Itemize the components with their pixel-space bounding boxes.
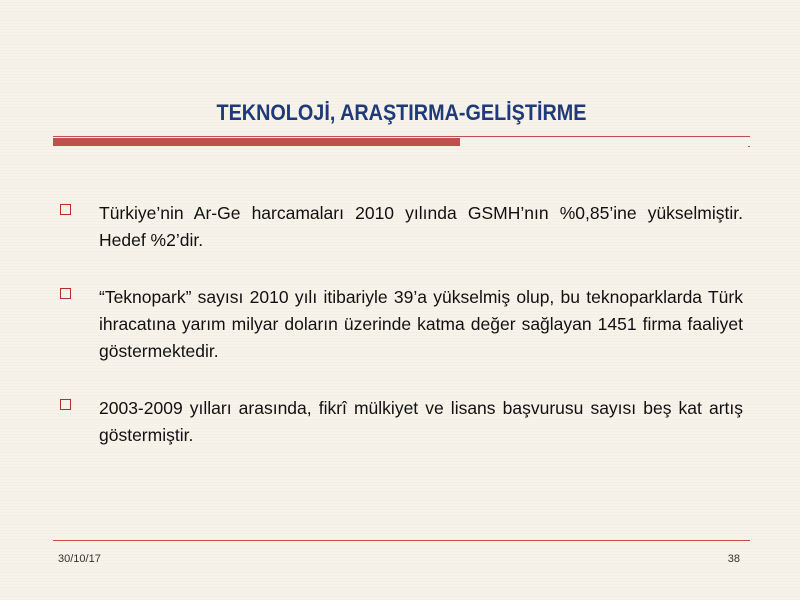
title-rule-thick	[53, 138, 460, 146]
title-rule-thin	[53, 136, 750, 137]
bullet-item	[60, 395, 743, 449]
bullet-item	[60, 284, 743, 365]
footer-rule	[53, 540, 750, 541]
bullet-item	[60, 200, 743, 254]
bullet-list	[60, 200, 743, 449]
square-bullet-icon	[60, 204, 71, 215]
slide-title: TEKNOLOJİ, ARAŞTIRMA-GELİŞTİRME	[216, 100, 587, 125]
bullet-text: 2003-2009 yılları arasında, fikrî mülkiyet ve lisans başvurusu sayısı beş kat artış göstermiştir.	[99, 398, 743, 445]
title-rule-tick	[748, 146, 750, 147]
page-number: 38	[727, 553, 740, 565]
square-bullet-icon	[60, 288, 71, 299]
square-bullet-icon	[60, 399, 71, 410]
footer-date: 30/10/17	[58, 553, 101, 565]
bullet-text: “Teknopark” sayısı 2010 yılı itibariyle 39’a yükselmiş olup, bu teknoparklarda Türk ihracatına yarım milyar doların üzerinde katma değer sağlayan 1451 firma faaliyet göstermektedir.	[99, 287, 743, 361]
bullet-text: Türkiye’nin Ar-Ge harcamaları 2010 yılında GSMH’nın %0,85’ine yükselmiştir. Hedef %2’dir.	[99, 203, 743, 250]
